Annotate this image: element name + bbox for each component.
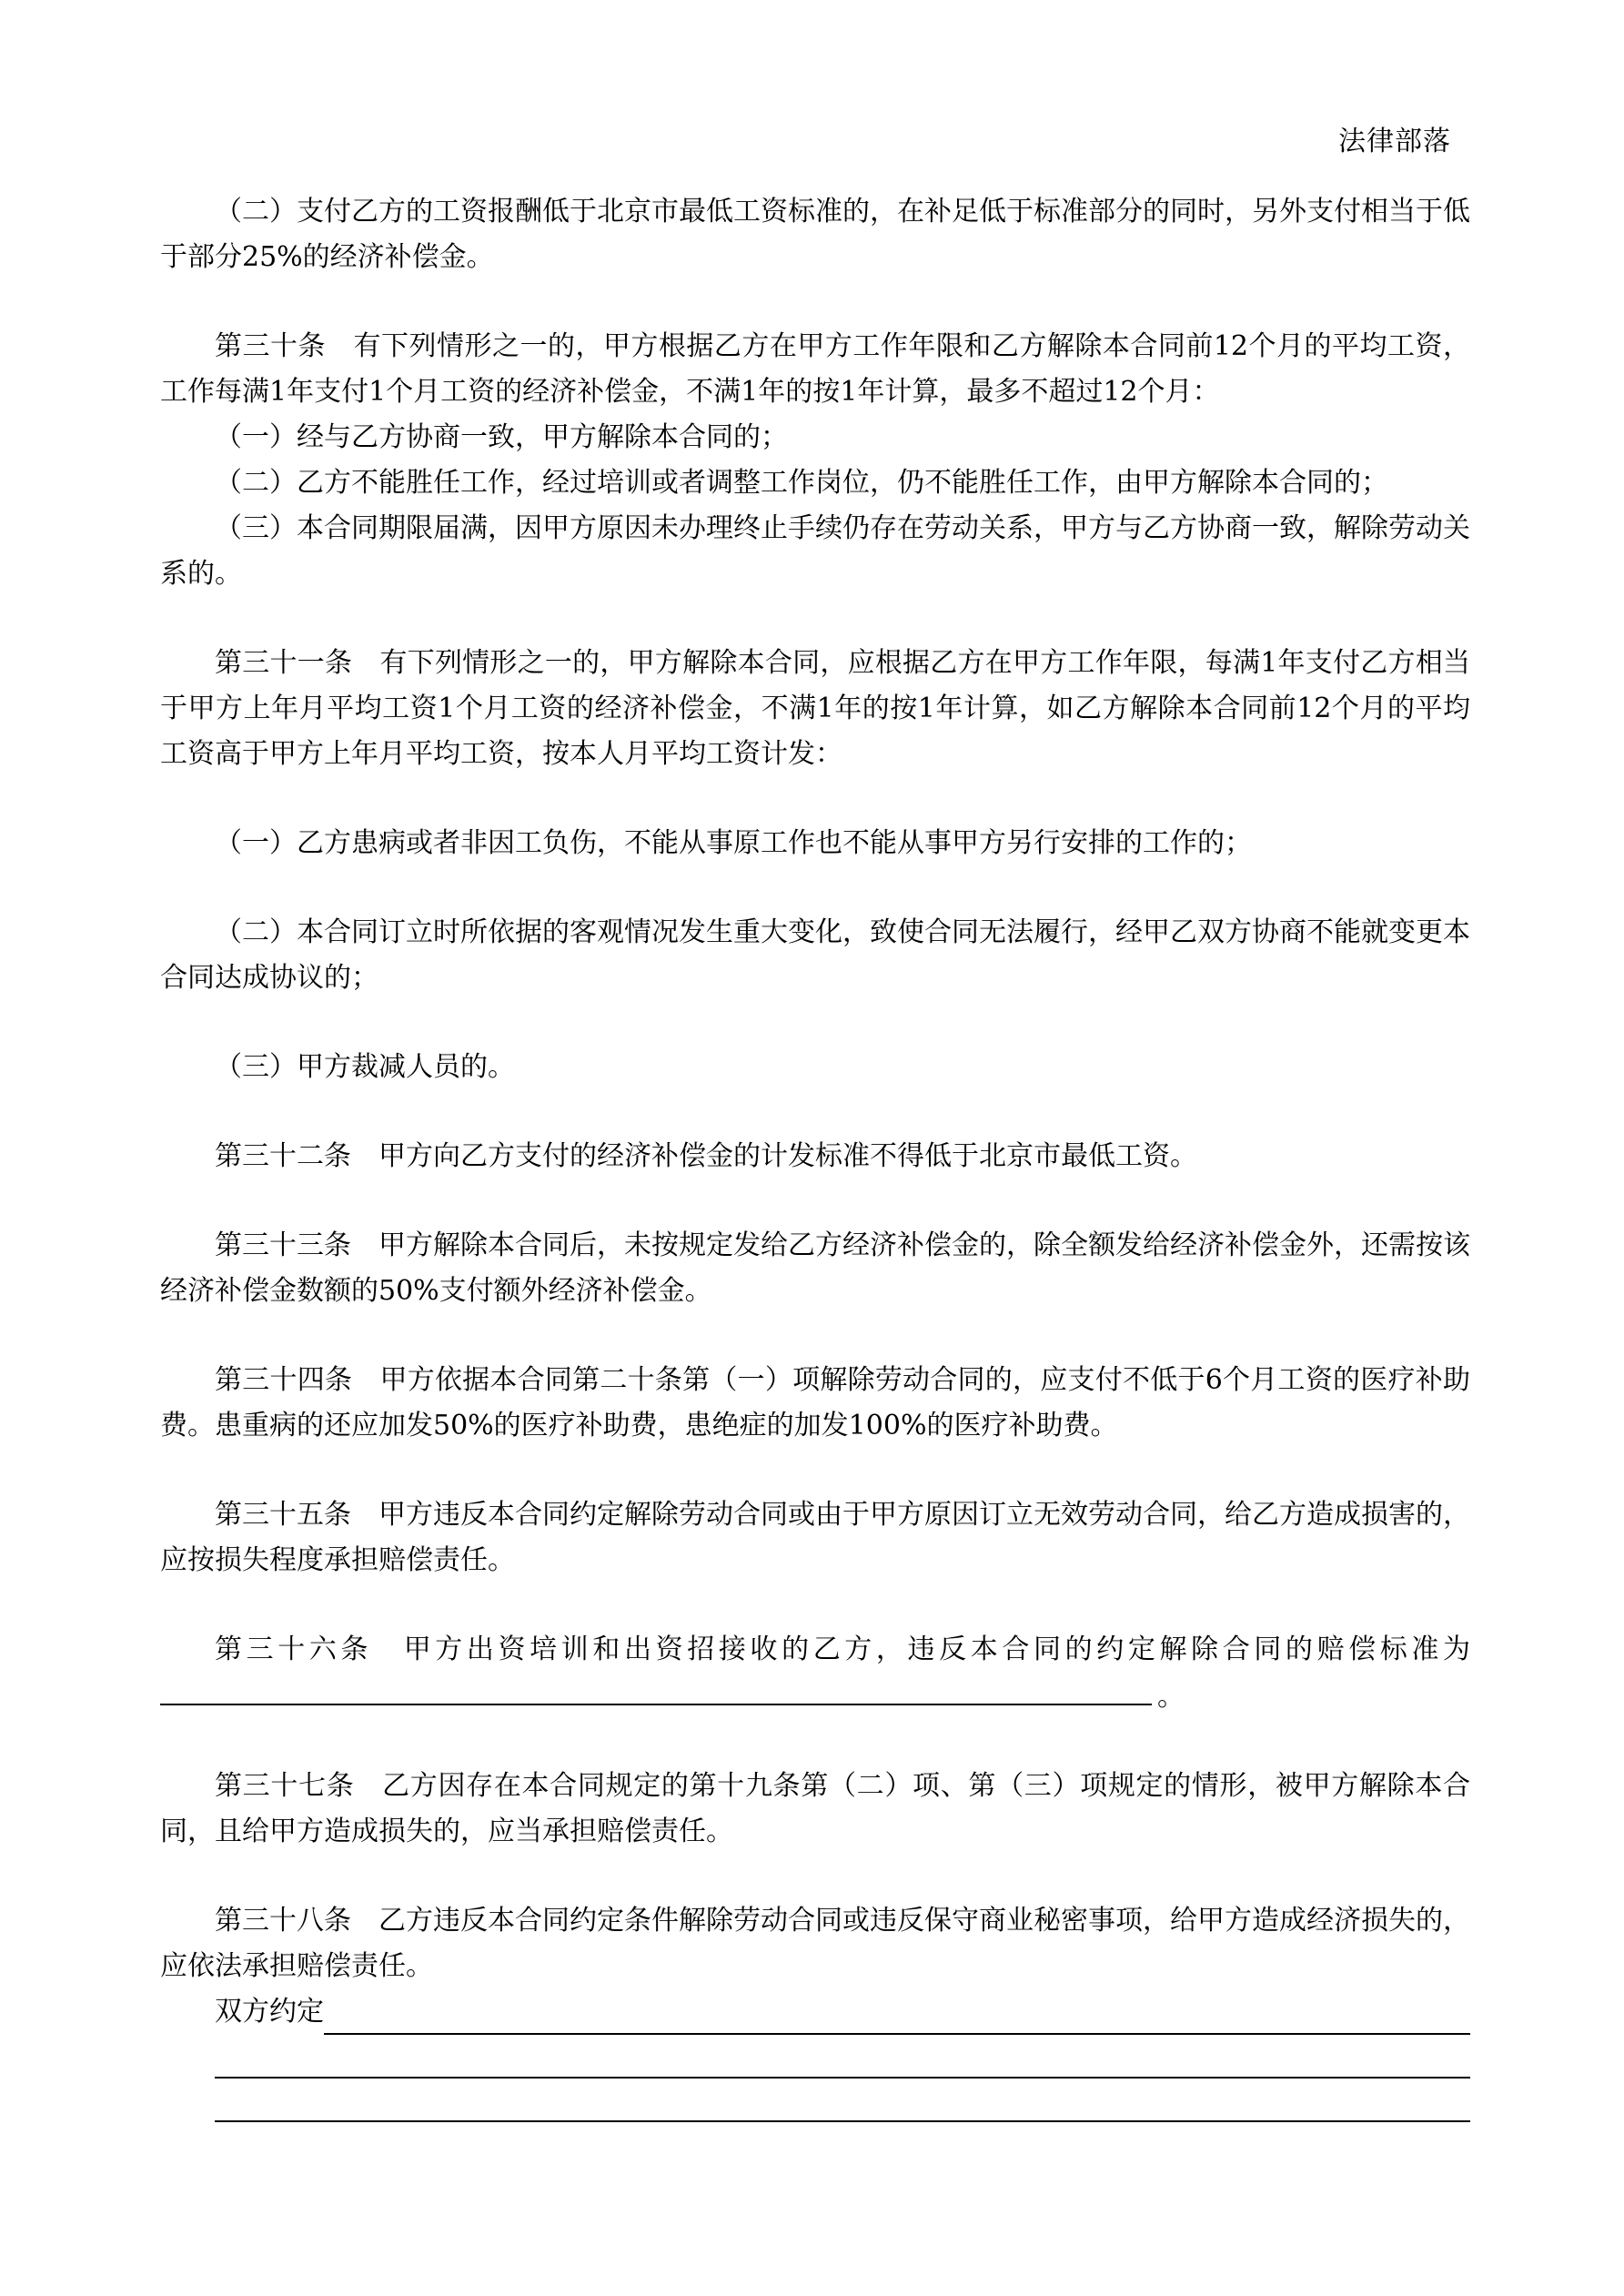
mutual-agreement-blank-1[interactable] — [324, 1998, 1470, 2035]
article-34: 第三十四条 甲方依据本合同第二十条第（一）项解除劳动合同的，应支付不低于6个月工资的医疗补助费。患重病的还应加发50%的医疗补助费，患绝症的加发100%的医疗补助费。 — [160, 1364, 1470, 1441]
mutual-agreement-row — [160, 1989, 1470, 2035]
article-30: 第三十条 有下列情形之一的，甲方根据乙方在甲方工作年限和乙方解除本合同前12个月的平均工资，工作每满1年支付1个月工资的经济补偿金，不满1年的按1年计算，最多不超过12个月： — [160, 330, 1470, 408]
article-31-item-3: （三）甲方裁减人员的。 — [215, 1051, 515, 1083]
document-body — [160, 189, 1470, 2122]
compensation-standard-blank[interactable] — [160, 1673, 1152, 1705]
article-32: 第三十二条 甲方向乙方支付的经济补偿金的计发标准不得低于北京市最低工资。 — [215, 1140, 1197, 1172]
article-31: 第三十一条 有下列情形之一的，甲方解除本合同，应根据乙方在甲方工作年限，每满1年支付乙方相当于甲方上年月平均工资1个月工资的经济补偿金，不满1年的按1年计算，如乙方解除本合同前12个月的平均工资高于甲方上年月平均工资，按本人月平均工资计发： — [160, 647, 1470, 770]
article-36-suffix: 。 — [1157, 1681, 1185, 1713]
article-31-item-1: （一）乙方患病或者非因工负伤，不能从事原工作也不能从事甲方另行安排的工作的； — [215, 827, 1252, 859]
article-30-item-3: （三）本合同期限届满，因甲方原因未办理终止手续仍存在劳动关系，甲方与乙方协商一致，解除劳动关系的。 — [160, 512, 1470, 590]
article-36 — [160, 1627, 1470, 1720]
mutual-agreement-label: 双方约定 — [215, 1996, 324, 2028]
paragraph-wage-compensation: （二）支付乙方的工资报酬低于北京市最低工资标准的，在补足低于标准部分的同时，另外支付相当于低于部分25%的经济补偿金。 — [160, 196, 1470, 273]
mutual-agreement-blank-3[interactable] — [215, 2079, 1470, 2122]
article-33: 第三十三条 甲方解除本合同后，未按规定发给乙方经济补偿金的，除全额发给经济补偿金外，还需按该经济补偿金数额的50%支付额外经济补偿金。 — [160, 1229, 1470, 1307]
article-30-item-1: （一）经与乙方协商一致，甲方解除本合同的； — [215, 421, 788, 453]
article-37: 第三十七条 乙方因存在本合同规定的第十九条第（二）项、第（三）项规定的情形，被甲方解除本合同，且给甲方造成损失的，应当承担赔偿责任。 — [160, 1770, 1470, 1847]
article-30-item-2: （二）乙方不能胜任工作，经过培训或者调整工作岗位，仍不能胜任工作，由甲方解除本合同的； — [215, 467, 1388, 499]
article-38: 第三十八条 乙方违反本合同约定条件解除劳动合同或违反保守商业秘密事项，给甲方造成经济损失的，应依法承担赔偿责任。 — [160, 1905, 1470, 1982]
article-31-item-2: （二）本合同订立时所依据的客观情况发生重大变化，致使合同无法履行，经甲乙双方协商不能就变更本合同达成协议的； — [160, 916, 1470, 994]
mutual-agreement-blank-2[interactable] — [215, 2035, 1470, 2079]
page-header: 法律部落 — [1338, 126, 1451, 157]
article-35: 第三十五条 甲方违反本合同约定解除劳动合同或由于甲方原因订立无效劳动合同，给乙方造成损害的，应按损失程度承担赔偿责任。 — [160, 1499, 1470, 1576]
article-36-text: 第三十六条 甲方出资培训和出资招接收的乙方，违反本合同的约定解除合同的赔偿标准为 — [215, 1633, 1470, 1665]
